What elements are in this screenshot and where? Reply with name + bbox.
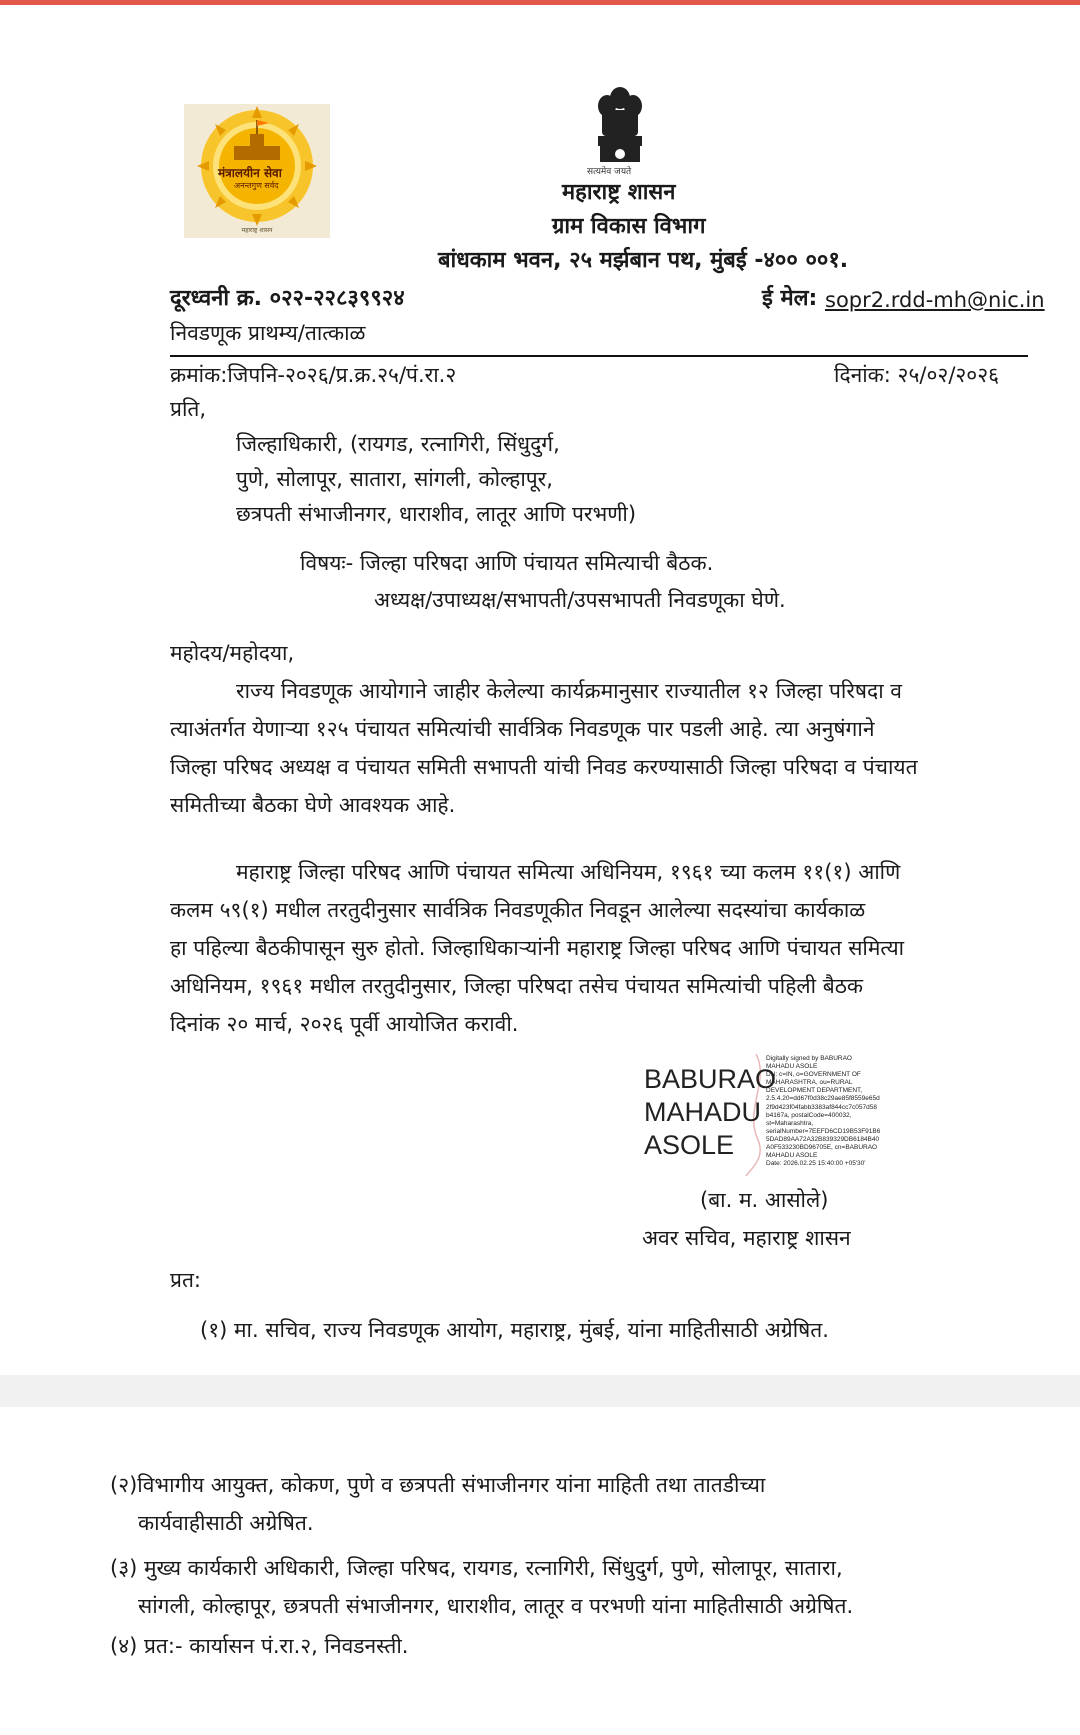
addressee-line: पुणे, सोलापूर, सातारा, सांगली, कोल्हापूर, bbox=[236, 467, 553, 491]
subject-line: अध्यक्ष/उपाध्यक्ष/सभापती/उपसभापती निवडणूका घेणे. bbox=[374, 588, 786, 612]
addressee-line: जिल्हाधिकारी, (रायगड, रत्नागिरी, सिंधुदुर्ग, bbox=[236, 432, 560, 456]
paragraph-line: त्याअंतर्गत येणाऱ्या १२५ पंचायत समित्यांची सार्वत्रिक निवडणूक पार पडली आहे. त्या अनुषंगाने bbox=[170, 717, 875, 741]
email-link[interactable]: sopr2.rdd-mh@nic.in bbox=[825, 288, 1045, 312]
email-label: ई मेल: bbox=[762, 286, 818, 311]
office-address: बांधकाम भवन, २५ मर्झबान पथ, मुंबई -४०० ००१. bbox=[438, 248, 849, 273]
paragraph-line: महाराष्ट्र जिल्हा परिषद आणि पंचायत समित्या अधिनियम, १९६१ च्या कलम ११(१) आणि bbox=[236, 860, 901, 884]
letter-date: दिनांक: २५/०२/२०२६ bbox=[834, 363, 1000, 387]
signature-name-line: MAHADU bbox=[644, 1097, 762, 1127]
copy-item-3: (३) मुख्य कार्यकारी अधिकारी, जिल्हा परिषद, रायगड, रत्नागिरी, सिंधुदुर्ग, पुणे, सोलापूर, सातारा, bbox=[110, 1556, 843, 1580]
paragraph-line: हा पहिल्या बैठकीपासून सुरु होतो. जिल्हाधिकाऱ्यांनी महाराष्ट्र जिल्हा परिषद आणि पंचायत समित्या bbox=[170, 936, 905, 960]
subject-line: विषयः- जिल्हा परिषदा आणि पंचायत समित्याची बैठक. bbox=[300, 551, 714, 575]
logo-label: मंत्रालयीन सेवा bbox=[218, 166, 282, 180]
paragraph-line: जिल्हा परिषद अध्यक्ष व पंचायत समिती सभापती यांची निवड करण्यासाठी जिल्हा परिषदा व पंचायत bbox=[170, 755, 918, 779]
digital-signature-name bbox=[644, 1063, 776, 1162]
copy-item-2: (२)विभागीय आयुक्त, कोकण, पुणे व छत्रपती संभाजीनगर यांना माहिती तथा तातडीच्या bbox=[110, 1473, 766, 1497]
signatory-designation: अवर सचिव, महाराष्ट्र शासन bbox=[642, 1226, 851, 1250]
copy-item-4: (४) प्रत:- कार्यासन पं.रा.२, निवडनस्ती. bbox=[110, 1634, 409, 1658]
logo-footer: महाराष्ट्र शासन bbox=[241, 227, 273, 234]
signatory-initials: (बा. म. आसोले) bbox=[700, 1188, 829, 1212]
addressee-prefix: प्रति, bbox=[170, 397, 207, 421]
paragraph-line: राज्य निवडणूक आयोगाने जाहीर केलेल्या कार्यक्रमानुसार राज्यातील १२ जिल्हा परिषदा व bbox=[236, 679, 902, 703]
department-name: ग्राम विकास विभाग bbox=[552, 214, 706, 239]
ashoka-emblem-icon bbox=[587, 86, 650, 182]
header-divider bbox=[170, 355, 1028, 357]
addressee-line: छत्रपती संभाजीनगर, धाराशीव, लातूर आणि परभणी) bbox=[236, 502, 637, 526]
mantralay-seva-logo bbox=[184, 104, 330, 238]
emblem-motto: सत्यमेव जयते bbox=[587, 167, 632, 177]
paragraph-line: समितीच्या बैठका घेणे आवश्यक आहे. bbox=[170, 793, 456, 817]
copy-item-3-cont: सांगली, कोल्हापूर, छत्रपती संभाजीनगर, धाराशीव, लातूर व परभणी यांना माहितीसाठी अग्रेषित. bbox=[138, 1594, 854, 1618]
paragraph-line: दिनांक २० मार्च, २०२६ पूर्वी आयोजित करावी. bbox=[170, 1012, 519, 1036]
copy-item-2-cont: कार्यवाहीसाठी अग्रेषित. bbox=[138, 1511, 314, 1535]
phone-number: दूरध्वनी क्र. ०२२-२२८३९९२४ bbox=[170, 286, 405, 311]
paragraph-line: कलम ५९(१) मधील तरतुदीनुसार सार्वत्रिक निवडणूकीत निवडून आलेल्या सदस्यांचा कार्यकाळ bbox=[170, 898, 866, 922]
govt-name: महाराष्ट्र शासन bbox=[562, 180, 676, 205]
salutation: महोदय/महोदया, bbox=[170, 641, 295, 665]
paragraph-line: अधिनियम, १९६१ मधील तरतुदीनुसार, जिल्हा परिषदा तसेच पंचायत समित्यांची पहिली बैठक bbox=[170, 974, 864, 998]
digital-signature-details: Digitally signed by BABURAO MAHADU ASOLE DN: c=IN, o=GOVERNMENT OF MAHARASHTRA, ou=RURAL DEVELOPMENT DEPARTMENT, 2.5.4.20=dd67f0d38c29ae85f8559e65d 2f9d423f04fabb3383af844cc7c057d58 b4167a, postalCode=400032, st=Maharashtra, serialNumber=7EEFD6CD19B53F91B6 5DAD89AA72A32B839329DB6184B40 A0F533230BD96705E, cn=BABURAO MAHADU ASOLE Date: 2026.02.25 15:40:00 +05'30' bbox=[766, 1055, 881, 1168]
priority-note: निवडणूक प्राथम्य/तात्काळ bbox=[170, 321, 366, 345]
page-gap bbox=[0, 1375, 1080, 1407]
logo-motto: अनन्तगुण सर्वद bbox=[234, 181, 279, 190]
copy-item-1: (१) मा. सचिव, राज्य निवडणूक आयोग, महाराष्ट्र, मुंबई, यांना माहितीसाठी अग्रेषित. bbox=[200, 1318, 829, 1342]
signature-name-line: BABURAO bbox=[644, 1064, 777, 1094]
reference-number: क्रमांक:जिपनि-२०२६/प्र.क्र.२५/पं.रा.२ bbox=[170, 363, 457, 387]
signature-name-line: ASOLE bbox=[644, 1130, 735, 1160]
copy-label: प्रत: bbox=[170, 1268, 201, 1292]
